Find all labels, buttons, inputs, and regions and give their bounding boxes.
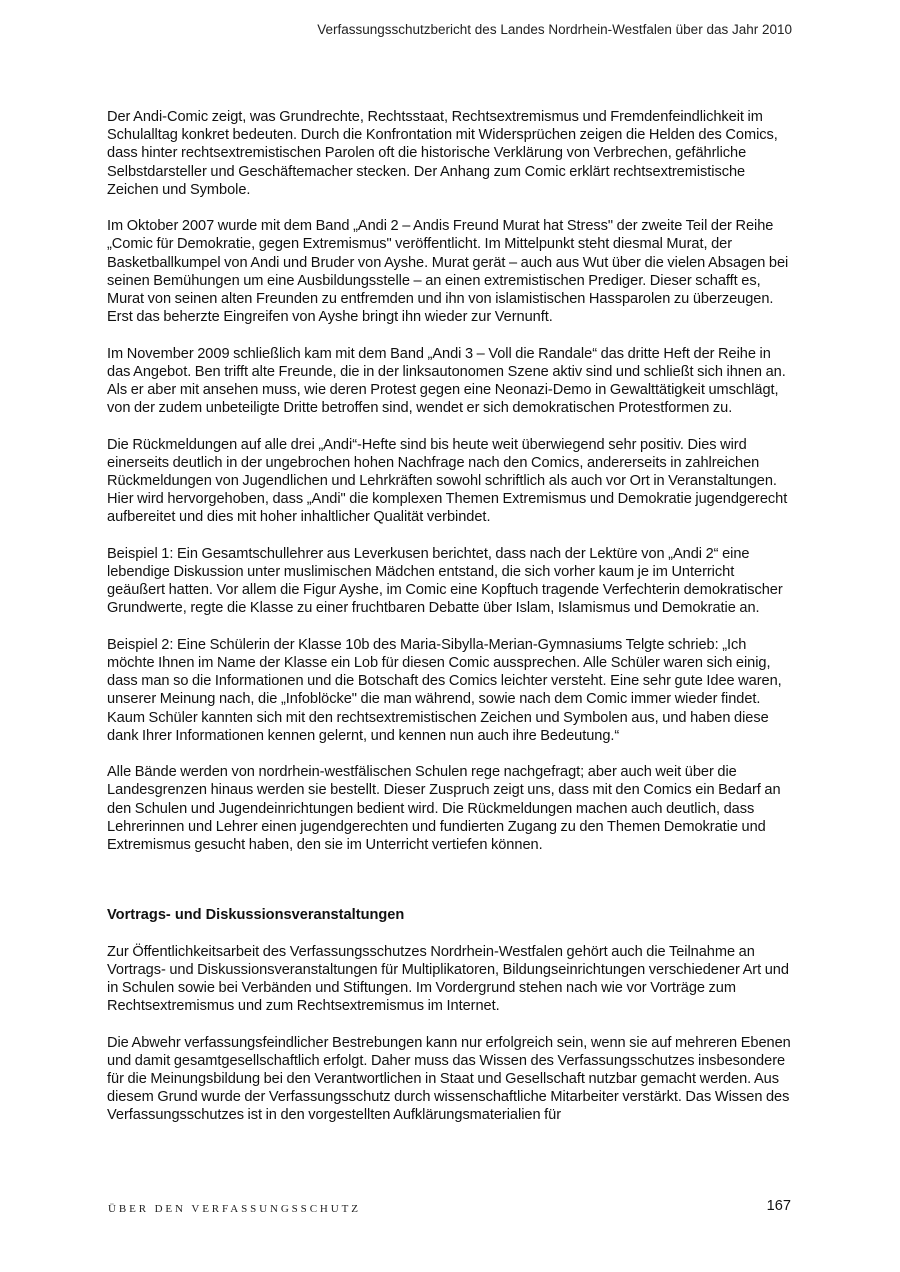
paragraph-example-1: Beispiel 1: Ein Gesamtschullehrer aus Leverkusen berichtet, dass nach der Lektüre von „Andi 2“ eine lebendige Diskussion unter muslimischen Mädchen entstand, die sich vorher kaum je im Unterricht geäußert hatten. Vor allem die Figur Ayshe, im Comic eine Kopftuch tragende Verfechterin demokratischer Grundwerte, regte die Klasse zu einer fruchtbaren Debatte über Islam, Islamismus und Demokratie an. (107, 545, 783, 617)
paragraph-feedback: Die Rückmeldungen auf alle drei „Andi“-Hefte sind bis heute weit überwiegend sehr positiv. Dies wird einerseits deutlich in der ungebrochen hohen Nachfrage nach den Comics, andererseits in zahlreichen Rückmeldungen von Jugendlichen und Lehrkräften sowohl schriftlich als auch vor Ort in Veranstaltungen. Hier wird hervorgehoben, dass „Andi" die komplexen Themen Extremismus und Demokratie jugendgerecht aufbereitet und dies mit hoher inhaltlicher Qualität verbindet. (107, 436, 788, 526)
paragraph-public-relations: Zur Öffentlichkeitsarbeit des Verfassungsschutzes Nordrhein-Westfalen gehört auch die Teilnahme an Vortrags- und Diskussionsveranstaltungen für Multiplikatoren, Bildungseinrichtungen verschiedener Art und in Schulen sowie bei Verbänden und Stiftungen. Im Vordergrund stehen nach wie vor Vorträge zum Rechtsextremismus und zum Rechtsextremismus im Internet. (107, 943, 789, 1015)
paragraph-demand: Alle Bände werden von nordrhein-westfälischen Schulen rege nachgefragt; aber auch weit über die Landesgrenzen hinaus werden sie bestellt. Dieser Zuspruch zeigt uns, dass mit den Comics ein Bedarf an den Schulen und Jugendeinrichtungen bedient wird. Die Rückmeldungen machen auch deutlich, dass Lehrerinnen und Lehrer einen jugendgerechten und fundierten Zugang zu den Themen Demokratie und Extremismus gesucht haben, den sie im Unterricht vertiefen können. (107, 764, 781, 854)
page-body (107, 108, 793, 1143)
paragraph-andi-3: Im November 2009 schließlich kam mit dem Band „Andi 3 – Voll die Randale“ das dritte Heft der Reihe in das Angebot. Ben trifft alte Freunde, die in der linksautonomen Szene aktiv sind und schließt sich ihnen an. Als er aber mit ansehen muss, wie deren Protest gegen eine Neonazi-Demo in Gewalttätigkeit umschlägt, von der zudem unbeteiligte Dritte betroffen sind, wendet er sich demokratischen Protestformen zu. (107, 345, 786, 417)
paragraph-andi-2: Im Oktober 2007 wurde mit dem Band „Andi 2 – Andis Freund Murat hat Stress" der zweite Teil der Reihe „Comic für Demokratie, gegen Extremismus" veröffentlicht. Im Mittelpunkt steht diesmal Murat, der Basketballkumpel von Andi und Bruder von Ayshe. Murat gerät – auch aus Wut über die vielen Absagen bei seinen Bemühungen um eine Ausbildungsstelle – an einen extremistischen Prediger. Dieser schafft es, Murat von seinen alten Freunden zu entfremden und ihn von islamistischen Hassparolen zu überzeugen. Erst das beherzte Eingreifen von Ayshe bringt ihn wieder zur Vernunft. (107, 218, 789, 326)
footer-section-name: ÜBER DEN VERFASSUNGSSCHUTZ (108, 1203, 361, 1215)
paragraph-andi-comic-intro: Der Andi-Comic zeigt, was Grundrechte, Rechtsstaat, Rechtsextremismus und Fremdenfeindlichkeit im Schulalltag konkret bedeuten. Durch die Konfrontation mit Widersprüchen zeigen die Helden des Comics, dass hinter rechtsextremistischen Parolen oft die historische Verklärung von Verbrechen, gefährliche Selbstdarsteller und Geschäftemacher stecken. Der Anhang zum Comic erklärt rechtsextremistische Zeichen und Symbole. (107, 109, 778, 198)
page-number: 167 (766, 1198, 791, 1214)
paragraph-example-2: Beispiel 2: Eine Schülerin der Klasse 10b des Maria-Sibylla-Merian-Gymnasiums Telgte schrieb: „Ich möchte Ihnen im Name der Klasse ein Lob für diesen Comic aussprechen. Alle Schüler waren sich einig, dass man so die Informationen und die Botschaft des Comics leichter versteht. Eine sehr gute Idee waren, unserer Meinung nach, die „Infoblöcke" die man während, sowie nach dem Comic immer wieder findet. Kaum Schüler kannten sich mit den rechtsextremistischen Zeichen und Symbolen aus, und haben diese dank Ihrer Informationen kennen gelernt, und kennen nun auch ihre Bedeutung.“ (107, 636, 782, 744)
section-heading: Vortrags- und Diskussionsveranstaltungen (107, 907, 405, 924)
paragraph-defense: Die Abwehr verfassungsfeindlicher Bestrebungen kann nur erfolgreich sein, wenn sie auf mehreren Ebenen und damit gesamtgesellschaftlich erfolgt. Daher muss das Wissen des Verfassungsschutzes insbesondere für die Meinungsbildung bei den Verantwortlichen in Staat und Gesellschaft nutzbar gemacht werden. Aus diesem Grund wurde der Verfassungsschutz durch wissenschaftliche Mitarbeiter verstärkt. Das Wissen des Verfassungsschutzes ist in den vorgestellten Aufklärungsmaterialien für (107, 1034, 791, 1124)
running-header-title: Verfassungsschutzbericht des Landes Nordrhein-Westfalen über das Jahr 2010 (317, 22, 792, 37)
